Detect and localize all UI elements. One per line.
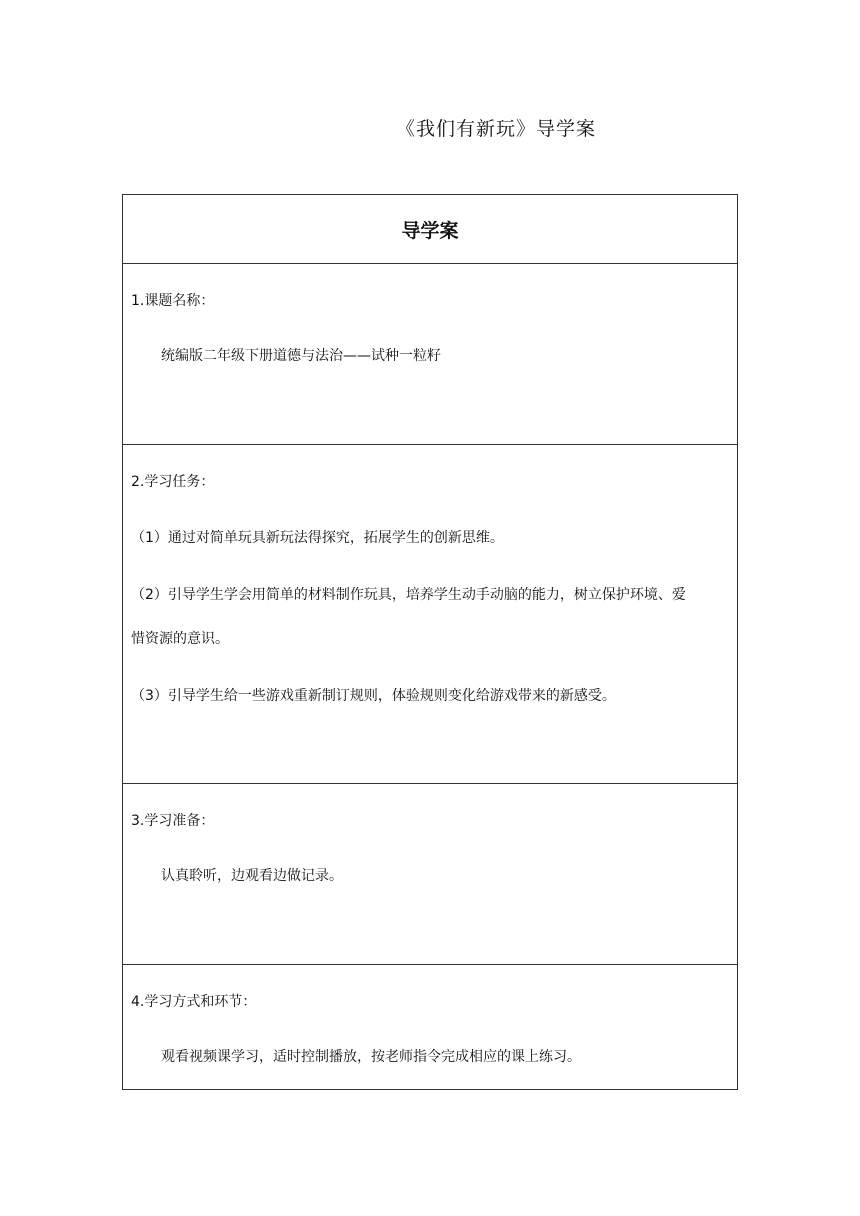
document-title: 《我们有新玩》导学案 [396, 118, 597, 140]
task-item-2: （2）引导学生学会用简单的材料制作玩具，培养学生动手动脑的能力，树立保护环境、爱 [131, 587, 686, 603]
table-header: 导学案 [401, 219, 459, 242]
topic-content: 统编版二年级下册道德与法治——试种一粒籽 [161, 348, 441, 364]
topic-section [123, 263, 737, 444]
tasks-section [123, 444, 737, 783]
preparation-label: 3.学习准备： [131, 813, 215, 829]
method-label: 4.学习方式和环节： [131, 994, 257, 1010]
preparation-content: 认真聆听，边观看边做记录。 [161, 868, 343, 884]
task-item-2-continued: 惜资源的意识。 [131, 631, 229, 647]
method-content: 观看视频课学习，适时控制播放，按老师指令完成相应的课上练习。 [161, 1049, 581, 1065]
study-plan-table [122, 194, 738, 1090]
task-item-1: （1）通过对简单玩具新玩法得探究，拓展学生的创新思维。 [131, 530, 504, 546]
tasks-label: 2.学习任务： [131, 474, 215, 490]
method-section [123, 964, 737, 1089]
task-item-3: （3）引导学生给一些游戏重新制订规则，体验规则变化给游戏带来的新感受。 [131, 688, 616, 704]
preparation-section [123, 783, 737, 964]
topic-label: 1.课题名称： [131, 293, 215, 309]
table-header-row [123, 195, 737, 263]
